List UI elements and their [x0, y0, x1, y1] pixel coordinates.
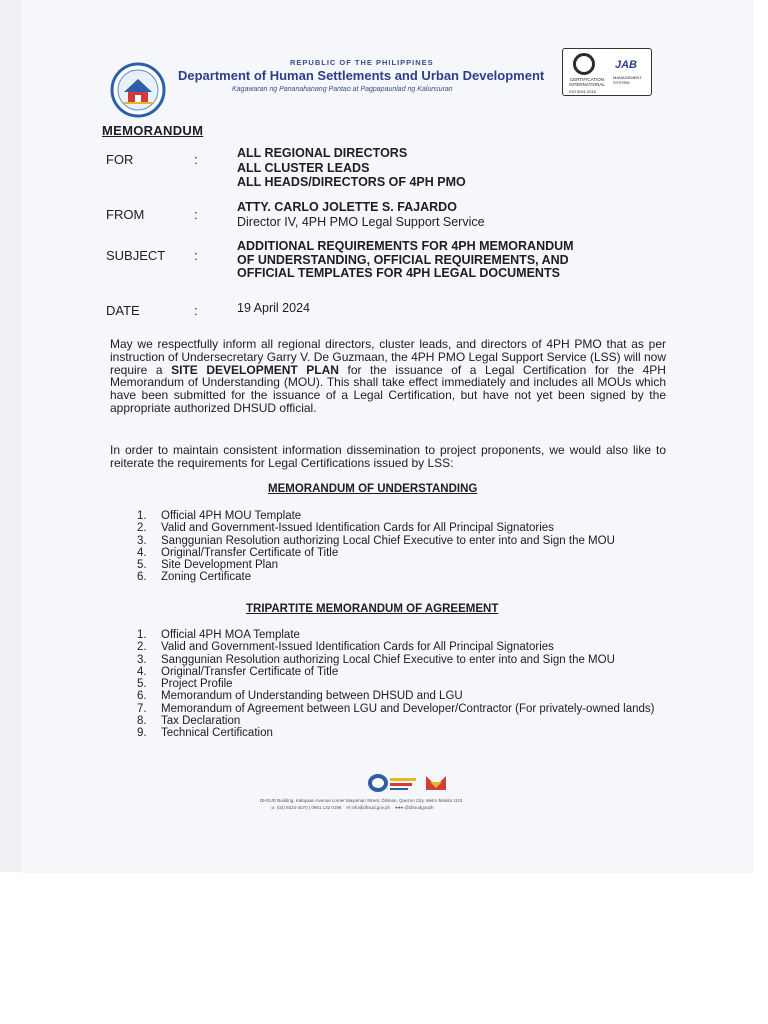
list-item [137, 641, 677, 653]
dhsud-seal-icon [110, 62, 166, 118]
list-item [137, 703, 677, 715]
footer-logos-icon [366, 772, 456, 794]
tmoa-heading: TRIPARTITE MEMORANDUM OF AGREEMENT [246, 603, 499, 615]
subject-line: ADDITIONAL REQUIREMENTS FOR 4PH MEMORANDUM [237, 239, 574, 253]
mou-requirements-list [137, 510, 677, 584]
item-number: 3. [137, 534, 147, 547]
from-sender [237, 200, 485, 229]
footer-phone: (02) 8424-4070 | 0961 132 0196 [276, 805, 342, 810]
item-number: 7. [137, 702, 147, 715]
mou-heading: MEMORANDUM OF UNDERSTANDING [268, 483, 478, 495]
paragraph-text: May we respectfully inform all regional directors, cluster leads, and directors of 4PH PMO that as per instruction of Undersecretary Garry V. De Guzmaan, the 4PH PMO Legal Support Service (LSS) will now require a [110, 337, 666, 377]
list-item [137, 559, 677, 571]
date-value: 19 April 2024 [237, 301, 310, 315]
footer-social: @dhsudgovph [404, 805, 434, 810]
tmoa-requirements-list [137, 629, 677, 740]
item-number: 5. [137, 678, 147, 691]
list-item [137, 510, 677, 522]
item-number: 2. [137, 522, 147, 535]
certification-badge [562, 48, 652, 96]
item-number: 4. [137, 665, 147, 678]
jab-label: MANAGEMENT SYSTEM [613, 75, 642, 85]
item-number: 6. [137, 690, 147, 703]
item-number: 9. [137, 727, 147, 740]
cert-label: CERTIFICATION INTERNATIONAL [569, 77, 605, 87]
certification-ring-icon [573, 53, 595, 75]
item-text: Sanggunian Resolution authorizing Local Chief Executive to enter into and Sign the MOU [161, 534, 615, 547]
from-colon: : [194, 207, 198, 222]
recipient-line: ALL REGIONAL DIRECTORS [237, 146, 408, 160]
list-item [137, 571, 677, 583]
list-item [137, 690, 677, 702]
list-item [137, 535, 677, 547]
paragraph-site-development-plan [110, 338, 666, 415]
list-item [137, 678, 677, 690]
item-number: 5. [137, 559, 147, 572]
cert-iso: ISO 9001:2015 [569, 89, 596, 94]
list-item [137, 715, 677, 727]
department-name: Department of Human Settlements and Urban Development [178, 68, 545, 83]
item-text: Technical Certification [161, 727, 273, 740]
list-item [137, 522, 677, 534]
subject-text [237, 240, 574, 281]
item-text: Official 4PH MOU Template [161, 510, 302, 522]
item-number: 6. [137, 571, 147, 584]
sender-title: Director IV, 4PH PMO Legal Support Service [237, 214, 485, 229]
subject-label: SUBJECT [106, 248, 166, 263]
item-text: Memorandum of Understanding between DHSUD and LGU [161, 690, 463, 703]
date-colon: : [194, 303, 198, 318]
footer-contacts [270, 805, 434, 811]
item-text: Site Development Plan [161, 559, 278, 572]
footer-email: info@dhsud.gov.ph [351, 805, 390, 810]
list-item [137, 666, 677, 678]
for-label: FOR [106, 152, 134, 167]
item-number: 2. [137, 641, 147, 654]
paragraph-text: for the issuance of a Legal Certification for the 4PH Memorandum of Understanding (MOU). This shall take effect immediately and includes all MOUs which have been submitted for the issuance of a Legal Certification, but have not yet been signed by the appropriate authorized DHSUD official. [110, 362, 666, 415]
item-number: 1. [137, 510, 147, 522]
item-text: Original/Transfer Certificate of Title [161, 665, 339, 678]
sender-name: ATTY. CARLO JOLETTE S. FAJARDO [237, 200, 457, 214]
list-item [137, 629, 677, 641]
list-item [137, 727, 677, 739]
item-text: Valid and Government-Issued Identification Cards for All Principal Signatories [161, 641, 554, 654]
item-text: Valid and Government-Issued Identification Cards for All Principal Signatories [161, 522, 554, 535]
emphasis-text: SITE DEVELOPMENT PLAN [171, 362, 339, 377]
for-recipients [237, 146, 466, 190]
subject-colon: : [194, 248, 198, 263]
phone-icon: ☏ [270, 805, 276, 810]
jab-mark: JAB [615, 59, 638, 71]
item-number: 1. [137, 629, 147, 641]
republic-label: REPUBLIC OF THE PHILIPPINES [290, 58, 434, 67]
item-text: Project Profile [161, 678, 233, 691]
item-number: 4. [137, 546, 147, 559]
item-text: Tax Declaration [161, 715, 241, 728]
mail-icon: ✉ [346, 805, 351, 810]
subject-line: OF UNDERSTANDING, OFFICIAL REQUIREMENTS, AND [237, 252, 569, 267]
list-item [137, 654, 677, 666]
item-number: 8. [137, 715, 147, 728]
item-text: Official 4PH MOA Template [161, 629, 300, 641]
memorandum-heading: MEMORANDUM [102, 123, 204, 138]
paragraph-requirements-intro: In order to maintain consistent information dissemination to project proponents, we would also like to reiterate the requirements for Legal Certifications issued by LSS: [110, 443, 666, 470]
item-text: Memorandum of Agreement between LGU and Developer/Contractor (For privately-owned lands) [161, 702, 655, 715]
recipient-line: ALL CLUSTER LEADS [237, 160, 370, 175]
social-icons: ●●● [394, 805, 404, 810]
list-item [137, 547, 677, 559]
item-text: Zoning Certificate [161, 571, 252, 584]
department-tagline: Kagawaran ng Pananahanang Pantao at Pagpapaunlad ng Kalunsuran [232, 86, 453, 93]
footer-address: DHSUD Building, Kalayaan Avenue corner Mayaman Street, Diliman, Quezon City, Metro Manila 1101 [260, 798, 463, 803]
item-number: 3. [137, 653, 147, 666]
recipient-line: ALL HEADS/DIRECTORS OF 4PH PMO [237, 175, 466, 189]
item-text: Sanggunian Resolution authorizing Local Chief Executive to enter into and Sign the MOU [161, 653, 615, 666]
for-colon: : [194, 152, 198, 167]
from-label: FROM [106, 207, 145, 222]
date-label: DATE [106, 303, 140, 318]
item-text: Original/Transfer Certificate of Title [161, 546, 339, 559]
subject-line: OFFICIAL TEMPLATES FOR 4PH LEGAL DOCUMENTS [237, 266, 560, 280]
